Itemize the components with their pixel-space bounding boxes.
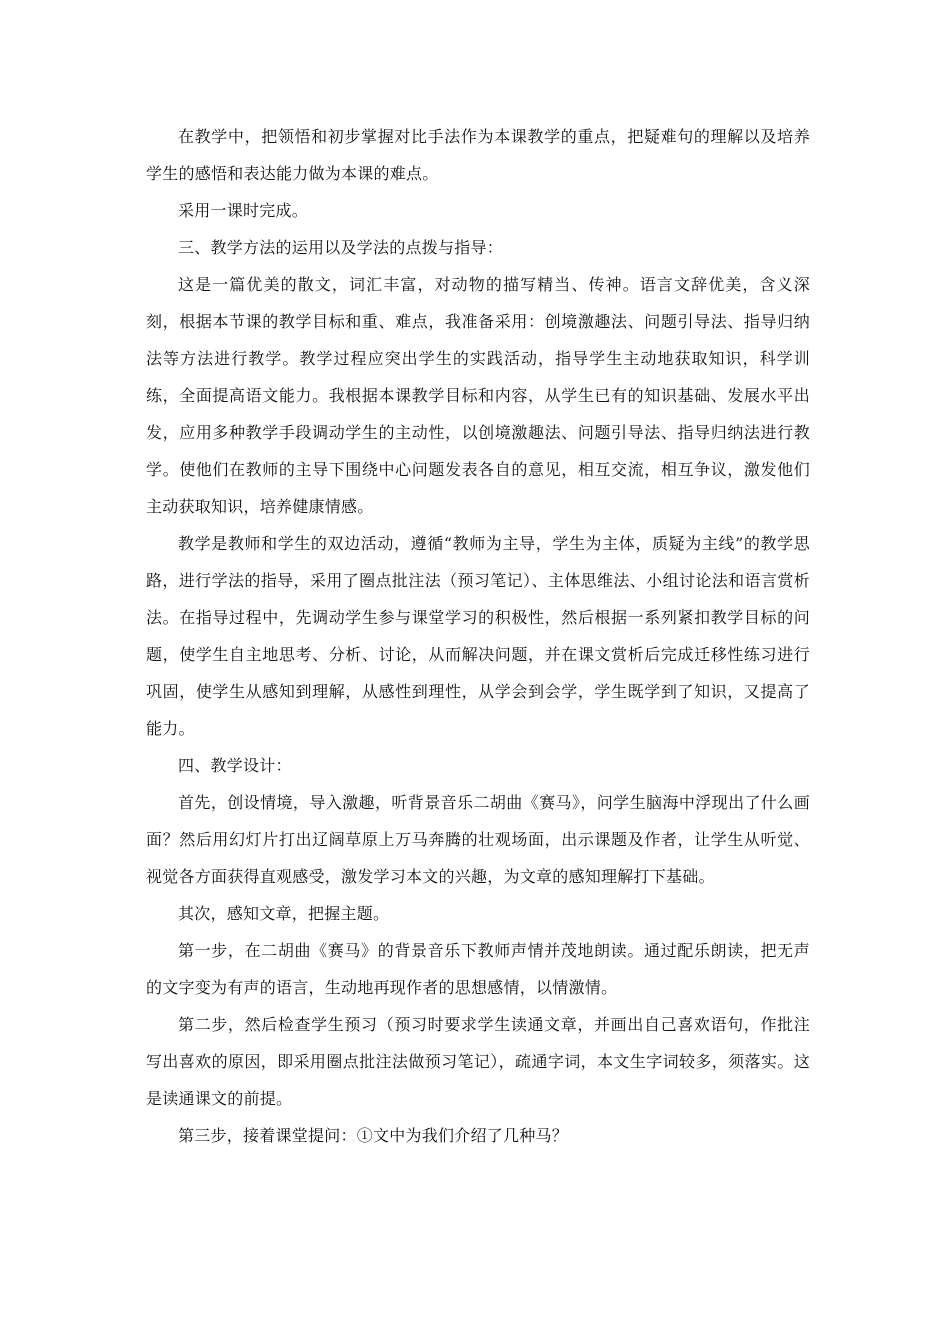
section-heading-teaching-methods: 三、教学方法的运用以及学法的点拨与指导：: [178, 238, 504, 257]
paragraph-introduction: 首先，创设情境，导入激趣，听背景音乐二胡曲《赛马》，问学生脑海中浮现出了什么画面？然后用幻灯片打出辽阔草原上万马奔腾的壮观场面，出示课题及作者，让学生从听觉、视觉各方面获得直观感受，激发学习本文的兴趣，为文章的感知理解打下基础。: [146, 793, 810, 886]
paragraph-step-one: 第一步，在二胡曲《赛马》的背景音乐下教师声情并茂地朗读。通过配乐朗读，把无声的文字变为有声的语言，生动地再现作者的思想感情，以情激情。: [146, 941, 810, 997]
paragraph-step-two: 第二步，然后检查学生预习（预习时要求学生读通文章，并画出自己喜欢语句，作批注写出喜欢的原因，即采用圈点批注法做预习笔记），疏通字词，本文生字词较多，须落实。这是读通课文的前提。: [146, 1015, 810, 1108]
paragraph-perceive-text: 其次，感知文章，把握主题。: [178, 904, 390, 923]
document-page: [146, 118, 810, 1154]
paragraph-step-three: 第三步，接着课堂提问：①文中为我们介绍了几种马？: [178, 1126, 569, 1145]
paragraph-teaching-focus: 在教学中，把领悟和初步掌握对比手法作为本课教学的重点，把疑难句的理解以及培养学生的感悟和表达能力做为本课的难点。: [146, 127, 810, 183]
section-heading-teaching-design: 四、教学设计：: [178, 756, 292, 775]
paragraph-lesson-duration: 采用一课时完成。: [178, 201, 309, 220]
paragraph-teaching-methods: 这是一篇优美的散文，词汇丰富，对动物的描写精当、传神。语言文辞优美，含义深刻，根据本节课的教学目标和重、难点，我准备采用：创境激趣法、问题引导法、指导归纳法等方法进行教学。教学过程应突出学生的实践活动，指导学生主动地获取知识，科学训练，全面提高语文能力。我根据本课教学目标和内容，从学生已有的知识基础、发展水平出发，应用多种教学手段调动学生的主动性，以创境激趣法、问题引导法、指导归纳法进行教学。使他们在教师的主导下围绕中心问题发表各自的意见，相互交流，相互争议，激发他们主动获取知识，培养健康情感。: [146, 275, 810, 516]
paragraph-learning-methods: 教学是教师和学生的双边活动，遵循“教师为主导，学生为主体，质疑为主线”的教学思路，进行学法的指导，采用了圈点批注法（预习笔记）、主体思维法、小组讨论法和语言赏析法。在指导过程中，先调动学生参与课堂学习的积极性，然后根据一系列紧扣教学目标的问题，使学生自主地思考、分析、讨论，从而解决问题，并在课文赏析后完成迁移性练习进行巩固，使学生从感知到理解，从感性到理性，从学会到会学，学生既学到了知识，又提高了能力。: [146, 534, 810, 738]
